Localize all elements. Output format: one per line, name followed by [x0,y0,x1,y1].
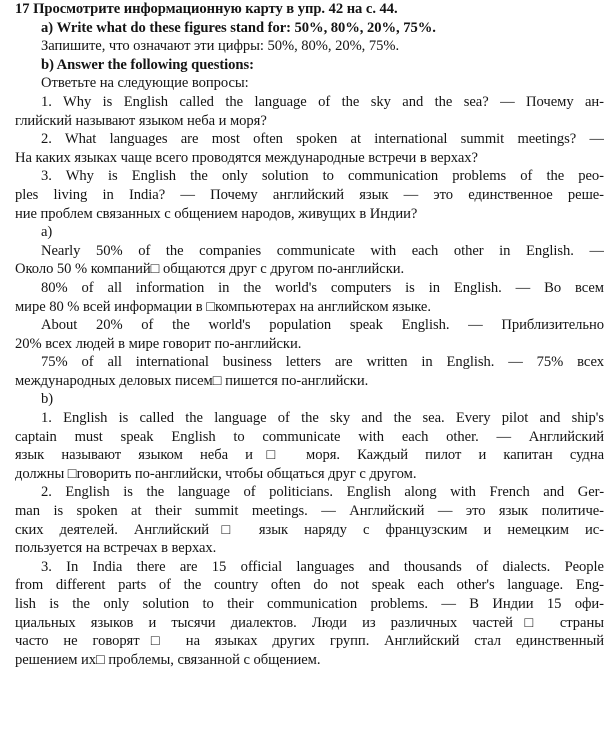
text-line: a) [41,224,53,241]
text-line: ples living in India? — Почему английский язык — это единственное реше- [15,186,604,203]
text-line: ние проблем связанных с общением народов, живущих в Индии? [15,205,418,222]
text-line: 20% всех людей в мире говорит по-английски. [15,335,302,352]
text-line: Запишите, что означают эти цифры: 50%, 80%, 20%, 75%. [41,38,400,55]
text-line: captain must speak English to communicate with each other. — Английский [15,428,604,445]
text-line: lish is the only solution to their communication problems. — В Индии 15 офи- [15,596,604,612]
text-line: Около 50 % компаний□ общаются друг с другом по-английски. [15,261,405,278]
text-line: 80% of all information in the world's computers is in English. — Во всем [41,279,604,296]
text-line: 75% of all international business letters are written in English. — 75% всех [41,354,604,371]
text-line: глийский называют языком неба и моря? [15,112,267,129]
text-line: мире 80 % всей информации в □компьютерах на английском языке. [15,298,431,315]
text-line: ских деятелей. Английский□ язык наряду с французским и немецким ис- [15,521,604,538]
text-line: 1. English is called the language of the sky and the sea. Every pilot and ship's [41,410,604,427]
text-line: Nearly 50% of the companies communicate with each other in English. — [41,242,604,259]
text-line: b) [41,391,54,408]
text-line: Ответьте на следующие вопросы: [41,75,249,92]
text-line: На каких языках чаще всего проводятся международные встречи в верхах? [15,149,478,166]
text-line: 3. Why is English the only solution to communication problems of the peo- [41,168,604,185]
heading-line: b) Answer the following questions: [41,56,254,73]
text-line: язык называют языком неба и□ моря. Каждый пилот и капитан судна [15,447,604,464]
text-line: пользуется на встречах в верхах. [15,540,217,557]
text-line: должны □говорить по-английски, чтобы общаться друг с другом. [15,465,417,482]
heading-line: 17 Просмотрите информационную карту в упр. 42 на с. 44. [15,1,398,17]
text-line: 3. In India there are 15 official languages and thousands of dialects. People [41,558,604,575]
text-line: 2. English is the language of politicians. English along with French and Ger- [41,484,604,501]
text-line: 1. Why is English called the language of the sky and the sea? — Почему ан- [41,93,604,110]
text-line: циальных языков и тысячи диалектов. Люди из различных частей□ страны [15,614,604,631]
text-line: международных деловых писем□ пишется по-английски. [15,372,369,389]
text-line: решением их□ проблемы, связанной с общением. [15,651,321,668]
text-line: часто не говорят□ на языках других групп. Английский стал единственный [15,633,604,650]
text-line: from different parts of the country often do not speak each other's language. Eng- [15,577,604,594]
text-line: 2. What languages are most often spoken at international summit meetings? — [41,131,604,148]
text-line: man is spoken at their summit meetings. — Английский — это язык политиче- [15,503,604,520]
text-line: About 20% of the world's population speak English. — Приблизительно [41,317,604,334]
heading-line: а) Write what do these figures stand for: 50%, 80%, 20%, 75%. [41,19,436,36]
